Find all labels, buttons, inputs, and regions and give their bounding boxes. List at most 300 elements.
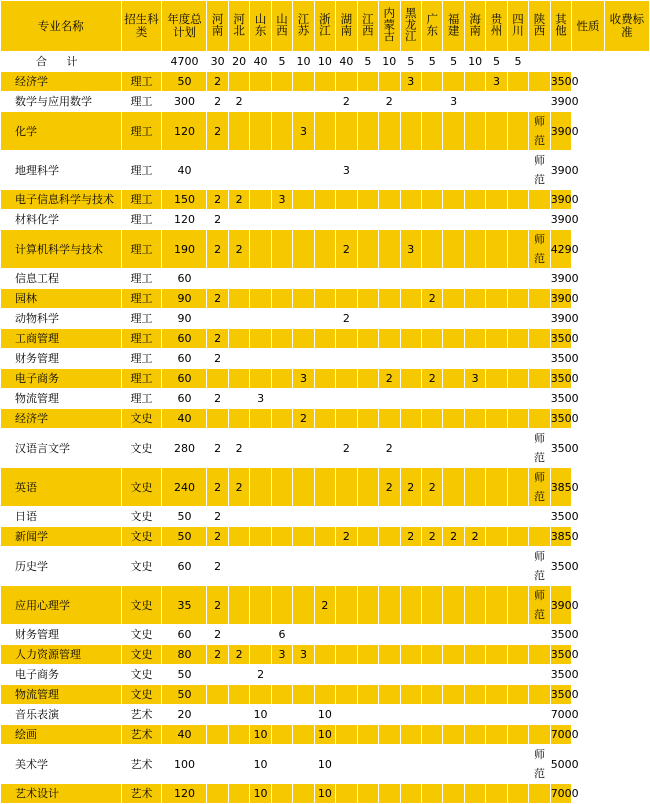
cell-r24-c14 — [443, 665, 464, 685]
cell-r23-c5 — [250, 645, 271, 665]
cell-r28-c14 — [443, 745, 464, 784]
cell-r20-c4 — [228, 547, 249, 586]
cell-r8-c7 — [293, 269, 314, 289]
table-row — [1, 309, 650, 329]
table-row — [1, 586, 650, 625]
cell-r11-c18 — [529, 329, 550, 349]
cell-r23-c12 — [400, 645, 421, 665]
cell-r15-c19: 3500 — [550, 409, 571, 429]
cell-r21-c14 — [443, 586, 464, 625]
cell-r21-c16 — [486, 586, 507, 625]
cell-r28-c17 — [507, 745, 528, 784]
column-header-label: 四川 — [511, 13, 525, 36]
column-header-8 — [314, 1, 335, 52]
cell-r29-c13 — [421, 784, 442, 804]
cell-r2-c2: 300 — [162, 92, 207, 112]
cell-r14-c8 — [314, 389, 335, 409]
cell-r6-c9 — [336, 210, 357, 230]
cell-r11-c2: 60 — [162, 329, 207, 349]
cell-r12-c18 — [529, 349, 550, 369]
cell-r15-c8 — [314, 409, 335, 429]
column-header-label: 湖南 — [339, 13, 354, 36]
cell-r12-c17 — [507, 349, 528, 369]
cell-r29-c15 — [464, 784, 485, 804]
table-row — [1, 547, 650, 586]
cell-r11-c16 — [486, 329, 507, 349]
cell-r13-c3 — [207, 369, 228, 389]
table-row — [1, 429, 650, 468]
cell-major-name: 英语 — [1, 468, 122, 507]
cell-r20-c1: 文史 — [121, 547, 162, 586]
cell-r28-c11 — [379, 745, 400, 784]
cell-r7-c3: 2 — [207, 230, 228, 269]
cell-r4-c16 — [486, 151, 507, 190]
cell-r26-c8: 10 — [314, 705, 335, 725]
cell-r18-c5 — [250, 507, 271, 527]
cell-r13-c16 — [486, 369, 507, 389]
cell-r21-c4 — [228, 586, 249, 625]
cell-major-name: 经济学 — [1, 72, 122, 92]
cell-r27-c5: 10 — [250, 725, 271, 745]
cell-r26-c15 — [464, 705, 485, 725]
table-body — [1, 52, 650, 804]
cell-r23-c6: 3 — [271, 645, 292, 665]
cell-r29-c7 — [293, 784, 314, 804]
table-row — [1, 645, 650, 665]
cell-r5-c9 — [336, 190, 357, 210]
cell-r3-c18: 师范 — [529, 112, 550, 151]
column-header-label: 黑龙江 — [403, 7, 418, 42]
cell-r24-c8 — [314, 665, 335, 685]
cell-r20-c8 — [314, 547, 335, 586]
cell-r26-c2: 20 — [162, 705, 207, 725]
cell-r5-c8 — [314, 190, 335, 210]
cell-r24-c11 — [379, 665, 400, 685]
cell-r24-c3 — [207, 665, 228, 685]
cell-r7-c17 — [507, 230, 528, 269]
table-row — [1, 329, 650, 349]
cell-r5-c16 — [486, 190, 507, 210]
cell-r27-c17 — [507, 725, 528, 745]
cell-r3-c16 — [486, 112, 507, 151]
cell-r19-c7 — [293, 527, 314, 547]
cell-r9-c15 — [464, 289, 485, 309]
cell-r10-c19: 3900 — [550, 309, 571, 329]
cell-r7-c12: 3 — [400, 230, 421, 269]
cell-r3-c14 — [443, 112, 464, 151]
cell-r22-c5 — [250, 625, 271, 645]
cell-r18-c18 — [529, 507, 550, 527]
cell-r10-c17 — [507, 309, 528, 329]
cell-r14-c7 — [293, 389, 314, 409]
cell-major-name: 动物科学 — [1, 309, 122, 329]
cell-r6-c6 — [271, 210, 292, 230]
cell-r2-c9: 2 — [336, 92, 357, 112]
cell-r14-c16 — [486, 389, 507, 409]
cell-r29-c19: 7000 — [550, 784, 571, 804]
cell-r19-c18 — [529, 527, 550, 547]
table-row — [1, 210, 650, 230]
cell-r26-c6 — [271, 705, 292, 725]
cell-r6-c4 — [228, 210, 249, 230]
cell-r25-c2: 50 — [162, 685, 207, 705]
cell-r24-c19: 3500 — [550, 665, 571, 685]
column-header-2: 年度总计划 — [162, 1, 207, 52]
cell-r1-c8 — [314, 72, 335, 92]
cell-r7-c19: 4290 — [550, 230, 571, 269]
column-header-15 — [464, 1, 485, 52]
cell-r27-c12 — [400, 725, 421, 745]
column-header-19 — [550, 1, 571, 52]
cell-r7-c13 — [421, 230, 442, 269]
cell-r24-c17 — [507, 665, 528, 685]
cell-r7-c14 — [443, 230, 464, 269]
cell-r25-c16 — [486, 685, 507, 705]
column-header-11 — [379, 1, 400, 52]
table-row — [1, 468, 650, 507]
cell-r2-c18 — [529, 92, 550, 112]
cell-r2-c13 — [421, 92, 442, 112]
table-row — [1, 389, 650, 409]
cell-r16-c6 — [271, 429, 292, 468]
cell-r24-c4 — [228, 665, 249, 685]
cell-r17-c19: 3850 — [550, 468, 571, 507]
cell-r1-c1: 理工 — [121, 72, 162, 92]
table-row — [1, 369, 650, 389]
cell-major-name: 物流管理 — [1, 389, 122, 409]
cell-r17-c18: 师范 — [529, 468, 550, 507]
cell-r8-c9 — [336, 269, 357, 289]
cell-r1-c16: 3 — [486, 72, 507, 92]
cell-r5-c15 — [464, 190, 485, 210]
cell-r9-c6 — [271, 289, 292, 309]
cell-r17-c9 — [336, 468, 357, 507]
cell-r9-c12 — [400, 289, 421, 309]
cell-r0-c8: 10 — [314, 52, 335, 72]
column-header-7 — [293, 1, 314, 52]
cell-r0-c9: 40 — [336, 52, 357, 72]
cell-major-name: 财务管理 — [1, 349, 122, 369]
cell-r16-c11: 2 — [379, 429, 400, 468]
cell-r26-c19: 7000 — [550, 705, 571, 725]
cell-r23-c15 — [464, 645, 485, 665]
cell-r3-c1: 理工 — [121, 112, 162, 151]
cell-r17-c7 — [293, 468, 314, 507]
cell-r19-c10 — [357, 527, 378, 547]
cell-r6-c18 — [529, 210, 550, 230]
cell-r9-c16 — [486, 289, 507, 309]
cell-r24-c13 — [421, 665, 442, 685]
cell-r21-c12 — [400, 586, 421, 625]
cell-r18-c17 — [507, 507, 528, 527]
table-row — [1, 507, 650, 527]
cell-r0-c18 — [529, 52, 550, 72]
cell-r27-c9 — [336, 725, 357, 745]
cell-r24-c10 — [357, 665, 378, 685]
cell-r14-c19: 3500 — [550, 389, 571, 409]
cell-r7-c10 — [357, 230, 378, 269]
cell-r4-c13 — [421, 151, 442, 190]
cell-r17-c4: 2 — [228, 468, 249, 507]
cell-r11-c5 — [250, 329, 271, 349]
cell-r12-c10 — [357, 349, 378, 369]
cell-r17-c1: 文史 — [121, 468, 162, 507]
cell-r17-c10 — [357, 468, 378, 507]
cell-r18-c16 — [486, 507, 507, 527]
cell-r15-c18 — [529, 409, 550, 429]
cell-r13-c15: 3 — [464, 369, 485, 389]
cell-r9-c19: 3900 — [550, 289, 571, 309]
cell-r9-c10 — [357, 289, 378, 309]
cell-r23-c3: 2 — [207, 645, 228, 665]
cell-r3-c12 — [400, 112, 421, 151]
cell-r11-c3: 2 — [207, 329, 228, 349]
cell-r8-c13 — [421, 269, 442, 289]
cell-r18-c12 — [400, 507, 421, 527]
cell-r6-c8 — [314, 210, 335, 230]
cell-r29-c4 — [228, 784, 249, 804]
cell-r5-c6: 3 — [271, 190, 292, 210]
cell-r14-c15 — [464, 389, 485, 409]
cell-r17-c2: 240 — [162, 468, 207, 507]
cell-r13-c18 — [529, 369, 550, 389]
cell-r0-c4: 20 — [228, 52, 249, 72]
cell-r14-c9 — [336, 389, 357, 409]
cell-r17-c8 — [314, 468, 335, 507]
cell-r21-c1: 文史 — [121, 586, 162, 625]
cell-r20-c17 — [507, 547, 528, 586]
cell-major-name: 财务管理 — [1, 625, 122, 645]
cell-r19-c13: 2 — [421, 527, 442, 547]
cell-r18-c10 — [357, 507, 378, 527]
cell-r13-c11: 2 — [379, 369, 400, 389]
cell-r24-c16 — [486, 665, 507, 685]
cell-r13-c8 — [314, 369, 335, 389]
cell-r17-c15 — [464, 468, 485, 507]
cell-r12-c14 — [443, 349, 464, 369]
cell-r4-c17 — [507, 151, 528, 190]
table-row — [1, 527, 650, 547]
cell-r27-c1: 艺术 — [121, 725, 162, 745]
cell-r0-c16: 5 — [486, 52, 507, 72]
cell-r20-c19: 3500 — [550, 547, 571, 586]
cell-r10-c9: 2 — [336, 309, 357, 329]
cell-r17-c6 — [271, 468, 292, 507]
cell-r20-c6 — [271, 547, 292, 586]
cell-r8-c16 — [486, 269, 507, 289]
cell-r27-c18 — [529, 725, 550, 745]
cell-r4-c12 — [400, 151, 421, 190]
cell-r7-c2: 190 — [162, 230, 207, 269]
cell-r3-c13 — [421, 112, 442, 151]
cell-r20-c12 — [400, 547, 421, 586]
cell-r25-c19: 3500 — [550, 685, 571, 705]
cell-r7-c9: 2 — [336, 230, 357, 269]
cell-r2-c4: 2 — [228, 92, 249, 112]
cell-r18-c2: 50 — [162, 507, 207, 527]
cell-r26-c4 — [228, 705, 249, 725]
cell-r12-c1: 理工 — [121, 349, 162, 369]
cell-r25-c8 — [314, 685, 335, 705]
cell-r22-c19: 3500 — [550, 625, 571, 645]
cell-r20-c11 — [379, 547, 400, 586]
cell-r1-c7 — [293, 72, 314, 92]
column-header-label: 其他 — [553, 13, 568, 36]
cell-r4-c19: 3900 — [550, 151, 571, 190]
cell-r12-c9 — [336, 349, 357, 369]
cell-r15-c2: 40 — [162, 409, 207, 429]
cell-r13-c2: 60 — [162, 369, 207, 389]
cell-r18-c1: 文史 — [121, 507, 162, 527]
cell-major-name: 人力资源管理 — [1, 645, 122, 665]
cell-r25-c9 — [336, 685, 357, 705]
cell-r26-c14 — [443, 705, 464, 725]
cell-r13-c17 — [507, 369, 528, 389]
cell-r13-c6 — [271, 369, 292, 389]
cell-r24-c1: 文史 — [121, 665, 162, 685]
cell-r20-c14 — [443, 547, 464, 586]
cell-r21-c19: 3900 — [550, 586, 571, 625]
cell-r27-c2: 40 — [162, 725, 207, 745]
cell-r26-c3 — [207, 705, 228, 725]
cell-r28-c7 — [293, 745, 314, 784]
cell-r22-c6: 6 — [271, 625, 292, 645]
cell-r3-c5 — [250, 112, 271, 151]
cell-r13-c14 — [443, 369, 464, 389]
cell-major-name: 计算机科学与技术 — [1, 230, 122, 269]
column-header-label: 河南 — [210, 13, 225, 36]
cell-r16-c16 — [486, 429, 507, 468]
cell-r6-c13 — [421, 210, 442, 230]
cell-r0-c13: 5 — [421, 52, 442, 72]
cell-r14-c17 — [507, 389, 528, 409]
cell-r25-c11 — [379, 685, 400, 705]
cell-r20-c18: 师范 — [529, 547, 550, 586]
cell-r20-c7 — [293, 547, 314, 586]
cell-r12-c15 — [464, 349, 485, 369]
table-row — [1, 784, 650, 804]
cell-r19-c15: 2 — [464, 527, 485, 547]
column-header-17 — [507, 1, 528, 52]
cell-r17-c16 — [486, 468, 507, 507]
cell-r14-c6 — [271, 389, 292, 409]
column-header-label: 内蒙古 — [382, 7, 397, 42]
cell-r6-c10 — [357, 210, 378, 230]
cell-r3-c7: 3 — [293, 112, 314, 151]
table-row — [1, 665, 650, 685]
cell-r10-c1: 理工 — [121, 309, 162, 329]
cell-r4-c1: 理工 — [121, 151, 162, 190]
cell-major-name: 物流管理 — [1, 685, 122, 705]
cell-r16-c3: 2 — [207, 429, 228, 468]
cell-r5-c7 — [293, 190, 314, 210]
cell-r19-c3: 2 — [207, 527, 228, 547]
cell-r25-c1: 文史 — [121, 685, 162, 705]
cell-r22-c12 — [400, 625, 421, 645]
cell-r17-c3: 2 — [207, 468, 228, 507]
cell-r21-c5 — [250, 586, 271, 625]
table-row — [1, 92, 650, 112]
cell-r18-c14 — [443, 507, 464, 527]
table-row — [1, 409, 650, 429]
table-row-total — [1, 52, 650, 72]
cell-r15-c11 — [379, 409, 400, 429]
cell-r21-c11 — [379, 586, 400, 625]
cell-r27-c4 — [228, 725, 249, 745]
cell-r10-c5 — [250, 309, 271, 329]
cell-r10-c7 — [293, 309, 314, 329]
cell-r16-c5 — [250, 429, 271, 468]
cell-r21-c15 — [464, 586, 485, 625]
cell-r28-c9 — [336, 745, 357, 784]
cell-major-name: 园林 — [1, 289, 122, 309]
cell-r28-c18: 师范 — [529, 745, 550, 784]
cell-r25-c10 — [357, 685, 378, 705]
cell-r11-c7 — [293, 329, 314, 349]
cell-r26-c9 — [336, 705, 357, 725]
cell-r0-c5: 40 — [250, 52, 271, 72]
cell-r26-c7 — [293, 705, 314, 725]
cell-r21-c10 — [357, 586, 378, 625]
cell-r22-c13 — [421, 625, 442, 645]
cell-r18-c3: 2 — [207, 507, 228, 527]
cell-r14-c1: 理工 — [121, 389, 162, 409]
cell-r6-c17 — [507, 210, 528, 230]
cell-r6-c3: 2 — [207, 210, 228, 230]
cell-r24-c2: 50 — [162, 665, 207, 685]
cell-r1-c4 — [228, 72, 249, 92]
cell-r0-c17: 5 — [507, 52, 528, 72]
cell-r0-c2: 4700 — [162, 52, 207, 72]
cell-r10-c11 — [379, 309, 400, 329]
cell-r25-c7 — [293, 685, 314, 705]
column-header-16 — [486, 1, 507, 52]
cell-r7-c6 — [271, 230, 292, 269]
cell-r15-c1: 文史 — [121, 409, 162, 429]
column-header-9 — [336, 1, 357, 52]
table-row — [1, 685, 650, 705]
cell-r25-c14 — [443, 685, 464, 705]
cell-r22-c3: 2 — [207, 625, 228, 645]
cell-r11-c8 — [314, 329, 335, 349]
cell-r16-c19: 3500 — [550, 429, 571, 468]
column-header-label: 河北 — [232, 13, 247, 36]
cell-r6-c14 — [443, 210, 464, 230]
cell-r10-c13 — [421, 309, 442, 329]
cell-r14-c3: 2 — [207, 389, 228, 409]
cell-r25-c17 — [507, 685, 528, 705]
cell-r7-c7 — [293, 230, 314, 269]
cell-r29-c16 — [486, 784, 507, 804]
cell-r11-c10 — [357, 329, 378, 349]
cell-r23-c1: 文史 — [121, 645, 162, 665]
cell-r13-c13: 2 — [421, 369, 442, 389]
cell-r28-c16 — [486, 745, 507, 784]
cell-r8-c17 — [507, 269, 528, 289]
cell-r26-c5: 10 — [250, 705, 271, 725]
cell-r1-c19: 3500 — [550, 72, 571, 92]
cell-r4-c9: 3 — [336, 151, 357, 190]
column-header-0: 专业名称 — [1, 1, 122, 52]
cell-r15-c6 — [271, 409, 292, 429]
cell-r23-c19: 3500 — [550, 645, 571, 665]
cell-r1-c10 — [357, 72, 378, 92]
cell-r15-c10 — [357, 409, 378, 429]
cell-r4-c14 — [443, 151, 464, 190]
cell-major-name: 艺术设计 — [1, 784, 122, 804]
cell-r29-c5: 10 — [250, 784, 271, 804]
cell-r12-c2: 60 — [162, 349, 207, 369]
